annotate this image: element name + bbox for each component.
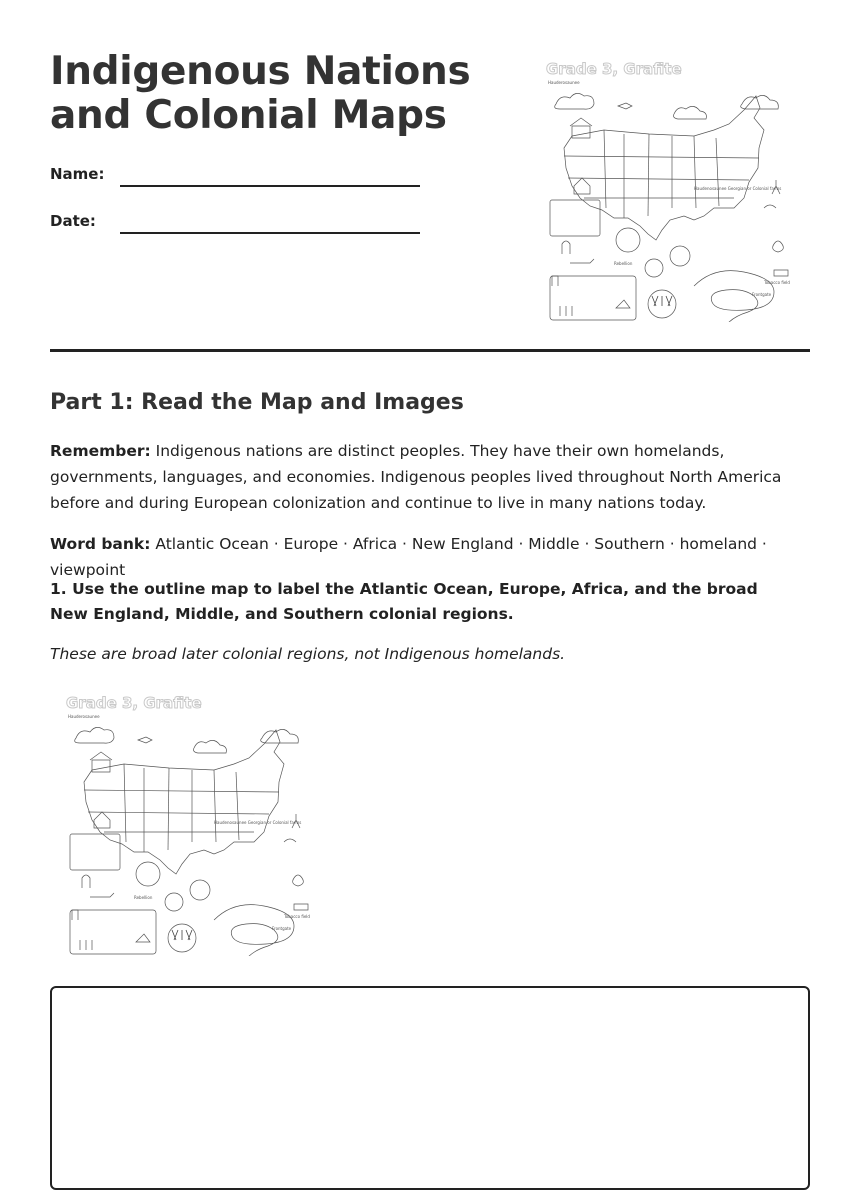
- word-bank-label: Word bank:: [50, 535, 151, 553]
- name-label: Name:: [50, 165, 105, 183]
- map-emblem: [652, 296, 672, 306]
- word-bank-words: Atlantic Ocean · Europe · Africa · New England · Middle · Southern · homeland · viewpoint: [50, 535, 767, 579]
- map2-corner-label: Hauderosaunee: [68, 714, 100, 719]
- map-label-tobacco: Tobacco field: [764, 280, 790, 285]
- map-label-rebellion: Rebellion: [614, 261, 633, 266]
- remember-label: Remember:: [50, 442, 151, 460]
- map2-label-tobacco: Tobacco field: [284, 914, 310, 919]
- question-1: 1. Use the outline map to label the Atlantic Ocean, Europe, Africa, and the broad New England, Middle, and Southern colonial regions.: [50, 580, 758, 623]
- question-1-note: These are broad later colonial regions, not Indigenous homelands.: [50, 645, 566, 663]
- map-label-frontgate: Frontgate: [752, 292, 772, 297]
- part1-heading: Part 1: Read the Map and Images: [50, 390, 464, 415]
- remember-text: Indigenous nations are distinct peoples. They have their own homelands, governments, languages, and economies. Indigenous peoples lived throughout North America before and during European colonization and continue to live in many nations today.: [50, 442, 782, 512]
- remember-paragraph: [50, 438, 810, 516]
- map2-emblem: [172, 930, 192, 940]
- map2-label-frontgate: Frontgate: [272, 926, 292, 931]
- date-line[interactable]: [120, 232, 420, 234]
- worksheet-page: [50, 0, 810, 1161]
- answer-box[interactable]: [50, 986, 810, 1190]
- map2-label-rebellion: Rebellion: [134, 895, 153, 900]
- map2-header-text: Grade 3, Grafite: [66, 694, 202, 712]
- word-bank: [50, 531, 810, 583]
- section-divider: [50, 349, 810, 352]
- name-line[interactable]: [120, 185, 420, 187]
- us-outline-map-image-2: [64, 692, 312, 956]
- date-label: Date:: [50, 212, 96, 230]
- us-outline-map-image: [544, 58, 792, 322]
- map-corner-label: Hauderosaunee: [548, 80, 580, 85]
- map-thumbnail-mid: [64, 692, 312, 956]
- worksheet-title: Indigenous Nations and Colonial Maps: [50, 49, 471, 138]
- map-header-text: Grade 3, Grafite: [546, 60, 682, 78]
- map2-label-farms: Haudenosaunee Georgian or Colonial farms: [214, 820, 302, 825]
- map-label-farms: Haudenosaunee Georgian or Colonial farms: [694, 186, 782, 191]
- map-thumbnail-top: [544, 58, 792, 322]
